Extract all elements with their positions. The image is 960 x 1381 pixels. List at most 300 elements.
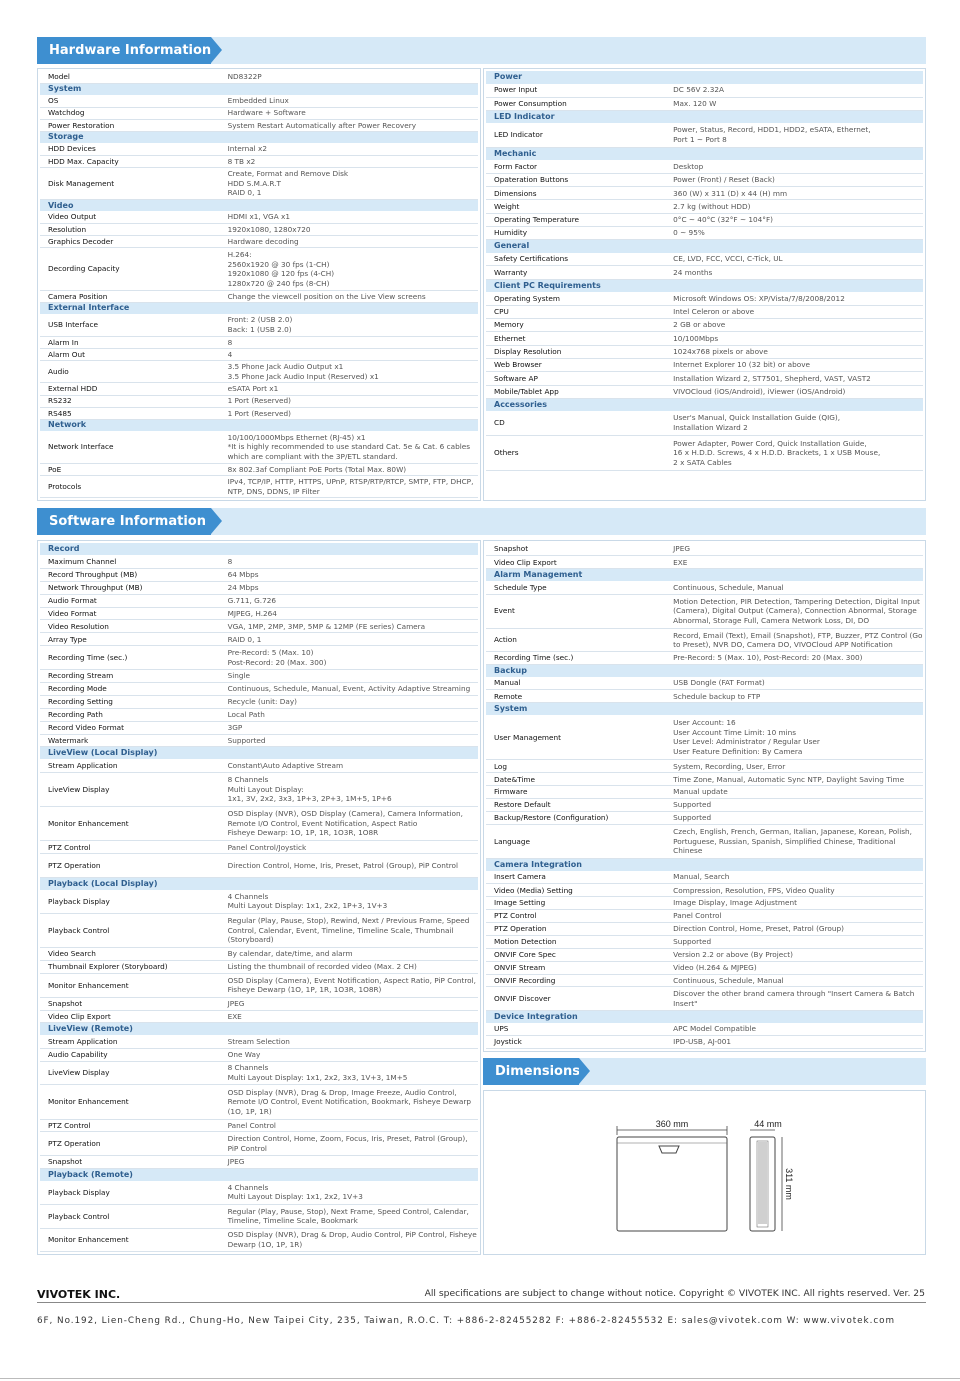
- section-header: [40, 1023, 478, 1035]
- spec-label: Date&Time: [486, 773, 665, 786]
- spec-row: [486, 97, 923, 110]
- spec-value: User's Manual, Quick Installation Guide (QIG), Installation Wizard 2: [665, 411, 923, 435]
- spec-label: Others: [486, 435, 665, 470]
- spec-label: Video Clip Export: [486, 556, 665, 569]
- spec-label: Record Throughput (MB): [40, 568, 220, 581]
- spec-row: [486, 923, 923, 936]
- spec-label: Opateration Buttons: [486, 173, 665, 186]
- spec-row: [486, 123, 923, 147]
- spec-row: [486, 961, 923, 974]
- spec-row: [40, 772, 478, 806]
- spec-label: Snapshot: [486, 543, 665, 556]
- spec-label: ONVIF Recording: [486, 974, 665, 987]
- spec-label: Recording Time (sec.): [486, 652, 665, 665]
- spec-row: [40, 463, 478, 475]
- spec-label: Thumbnail Explorer (Storyboard): [40, 961, 220, 974]
- spec-value: G.711, G.726: [220, 594, 478, 607]
- spec-label: HDD Devices: [40, 143, 220, 155]
- spec-row: [40, 807, 478, 841]
- section-header: [40, 1168, 478, 1180]
- spec-value: 64 Mbps: [220, 568, 478, 581]
- spec-label: Operating System: [486, 292, 665, 305]
- spec-row: [40, 1035, 478, 1048]
- spec-value: Regular (Play, Pause, Stop), Rewind, Next / Previous Frame, Speed Control, Calendar, Event, Timeline, Timeline Scale, Thumbnail (Storyboard): [220, 913, 478, 947]
- spec-value: 8: [220, 555, 478, 568]
- spec-row: [40, 759, 478, 772]
- spec-row: [486, 358, 923, 371]
- spec-value: ND8322P: [220, 71, 478, 83]
- spec-row: [486, 372, 923, 385]
- section-header: [40, 747, 478, 759]
- page-bottom-line: [0, 1378, 960, 1379]
- software-title: Software Information: [37, 508, 211, 535]
- spec-value: Hardware + Software: [220, 107, 478, 119]
- spec-row: [40, 997, 478, 1010]
- spec-value: Embedded Linux: [220, 95, 478, 107]
- section-title: Mechanic: [486, 147, 923, 160]
- section-header: [40, 200, 478, 212]
- spec-value: Manual update: [665, 786, 923, 799]
- spec-value: JPEG: [665, 543, 923, 556]
- spec-label: CPU: [486, 305, 665, 318]
- spec-row: [486, 187, 923, 200]
- section-header: [486, 569, 923, 581]
- spec-row: [40, 290, 478, 302]
- spec-value: JPEG: [220, 997, 478, 1010]
- spec-row: [40, 348, 478, 360]
- spec-value: Internet Explorer 10 (32 bit) or above: [665, 358, 923, 371]
- spec-row: [40, 236, 478, 248]
- spec-label: Camera Position: [40, 290, 220, 302]
- spec-value: OSD Display (NVR), Drag & Drop, Audio Control, PiP Control, Fisheye Dewarp (1O, 1P, 1R): [220, 1228, 478, 1252]
- banner-arrow: [211, 37, 222, 63]
- spec-row: [486, 786, 923, 799]
- spec-label: Monitor Enhancement: [40, 1228, 220, 1252]
- spec-label: Recording Time (sec.): [40, 646, 220, 670]
- spec-value: Pre-Record: 5 (Max. 10), Post-Record: 20 (Max. 300): [665, 652, 923, 665]
- spec-value: OSD Display (NVR), OSD Display (Camera), Camera Information, Remote I/O Control, Event Notification, Aspect Ratio Fisheye Dewarp: 1O, 1P, 1R, 1O3R, 1O8R: [220, 807, 478, 841]
- spec-row: [486, 213, 923, 226]
- spec-value: Schedule backup to FTP: [665, 690, 923, 703]
- spec-label: Playback Display: [40, 1181, 220, 1205]
- section-header: [486, 398, 923, 411]
- section-title: Playback (Local Display): [40, 877, 478, 889]
- spec-value: 10/100/1000Mbps Ethernet (RJ-45) x1 *It is highly recommended to use standard Cat. 5e & Cat. 6 cables which are compliant with the 3P/ETL standard.: [220, 431, 478, 463]
- spec-row: [486, 253, 923, 266]
- spec-label: Protocols: [40, 476, 220, 498]
- spec-row: [40, 143, 478, 155]
- spec-label: Watermark: [40, 734, 220, 747]
- spec-value: Power, Status, Record, HDD1, HDD2, eSATA, Ethernet, Port 1 ~ Port 8: [665, 123, 923, 147]
- spec-label: USB Interface: [40, 314, 220, 336]
- spec-label: ONVIF Discover: [486, 987, 665, 1011]
- depth-label: 311 mm: [784, 1168, 794, 1200]
- spec-value: Supported: [665, 799, 923, 812]
- spec-row: [486, 871, 923, 884]
- spec-value: 2 GB or above: [665, 319, 923, 332]
- spec-value: System Restart Automatically after Power Recovery: [220, 119, 478, 131]
- spec-value: 1024x768 pixels or above: [665, 345, 923, 358]
- spec-label: Audio: [40, 361, 220, 383]
- spec-label: Video Clip Export: [40, 1010, 220, 1023]
- spec-row: [486, 435, 923, 470]
- spec-row: [486, 319, 923, 332]
- spec-label: Video Format: [40, 607, 220, 620]
- spec-row: [486, 305, 923, 318]
- spec-value: Motion Detection, PIR Detection, Tampering Detection, Digital Input (Camera), Digital Output (Camera), Connection Abnormal, Storage Abnormal, Storage Full, Camera Network Loss, DI, DO: [665, 594, 923, 628]
- spec-label: Log: [486, 760, 665, 773]
- spec-label: Operating Temperature: [486, 213, 665, 226]
- section-title: System: [486, 703, 923, 715]
- spec-value: 4: [220, 348, 478, 360]
- spec-label: RS232: [40, 395, 220, 407]
- spec-value: 8 Channels Multi Layout Display: 1x1, 2x2, 3x3, 1V+3, 1M+5: [220, 1061, 478, 1085]
- spec-label: PoE: [40, 463, 220, 475]
- section-title: Power: [486, 71, 923, 84]
- spec-row: [486, 84, 923, 97]
- footer-divider: [37, 1302, 926, 1303]
- spec-row: [486, 987, 923, 1011]
- spec-value: Single: [220, 669, 478, 682]
- spec-value: One Way: [220, 1048, 478, 1061]
- spec-label: Humidity: [486, 227, 665, 240]
- hardware-left-panel: [37, 68, 481, 501]
- spec-row: [40, 1048, 478, 1061]
- spec-row: [40, 854, 478, 878]
- spec-row: [40, 948, 478, 961]
- spec-row: [486, 385, 923, 398]
- spec-row: [40, 407, 478, 419]
- spec-value: Panel Control: [665, 910, 923, 923]
- spec-value: 2.7 kg (without HDD): [665, 200, 923, 213]
- spec-row: [40, 646, 478, 670]
- spec-row: [40, 961, 478, 974]
- spec-value: Recycle (unit: Day): [220, 695, 478, 708]
- spec-row: [40, 890, 478, 914]
- spec-row: [40, 167, 478, 199]
- section-title: Client PC Requirements: [486, 279, 923, 292]
- spec-label: Power Consumption: [486, 97, 665, 110]
- spec-row: [486, 160, 923, 173]
- spec-label: Safety Certifications: [486, 253, 665, 266]
- spec-value: 3GP: [220, 721, 478, 734]
- spec-value: Intel Celeron or above: [665, 305, 923, 318]
- spec-row: [486, 581, 923, 594]
- spec-value: EXE: [220, 1010, 478, 1023]
- spec-row: [40, 1010, 478, 1023]
- spec-value: 4 Channels Multi Layout Display: 1x1, 2x2, 1P+3, 1V+3: [220, 890, 478, 914]
- software-left-panel: [37, 540, 481, 1255]
- spec-label: Decording Capacity: [40, 248, 220, 290]
- spec-label: Power Restoration: [40, 119, 220, 131]
- spec-label: Memory: [486, 319, 665, 332]
- spec-value: Front: 2 (USB 2.0) Back: 1 (USB 2.0): [220, 314, 478, 336]
- spec-label: PTZ Control: [40, 1119, 220, 1132]
- spec-value: Panel Control: [220, 1119, 478, 1132]
- spec-label: PTZ Operation: [40, 1132, 220, 1156]
- spec-label: PTZ Operation: [40, 854, 220, 878]
- spec-row: [486, 345, 923, 358]
- spec-value: 24 months: [665, 266, 923, 279]
- spec-row: [486, 910, 923, 923]
- spec-label: Video (Media) Setting: [486, 884, 665, 897]
- spec-value: Record, Email (Text), Email (Snapshot), FTP, Buzzer, PTZ Control (Go to Preset), NVR DO, Camera DO, VIVOCloud APP Notification: [665, 628, 923, 652]
- spec-row: [40, 708, 478, 721]
- spec-row: [486, 884, 923, 897]
- dimensions-banner: [483, 1058, 926, 1085]
- spec-label: Recording Mode: [40, 682, 220, 695]
- spec-value: Microsoft Windows OS: XP/Vista/7/8/2008/2012: [665, 292, 923, 305]
- spec-label: Network Throughput (MB): [40, 581, 220, 594]
- spec-label: RS485: [40, 407, 220, 419]
- spec-value: Version 2.2 or above (By Project): [665, 948, 923, 961]
- spec-label: Weight: [486, 200, 665, 213]
- spec-label: Playback Display: [40, 890, 220, 914]
- spec-value: APC Model Compatible: [665, 1023, 923, 1036]
- spec-label: Ethernet: [486, 332, 665, 345]
- spec-value: 1 Port (Reserved): [220, 407, 478, 419]
- spec-value: RAID 0, 1: [220, 633, 478, 646]
- spec-row: [40, 476, 478, 498]
- spec-row: [40, 682, 478, 695]
- spec-label: Language: [486, 824, 665, 858]
- section-header: [40, 543, 478, 555]
- spec-value: Stream Selection: [220, 1035, 478, 1048]
- spec-row: [40, 71, 478, 83]
- spec-row: [40, 555, 478, 568]
- spec-label: Disk Management: [40, 167, 220, 199]
- spec-label: Mobile/Tablet App: [486, 385, 665, 398]
- spec-label: ONVIF Stream: [486, 961, 665, 974]
- spec-label: PTZ Control: [40, 841, 220, 854]
- spec-row: [486, 556, 923, 569]
- spec-row: [486, 948, 923, 961]
- spec-value: 10/100Mbps: [665, 332, 923, 345]
- section-header: [486, 71, 923, 84]
- spec-value: By calendar, date/time, and alarm: [220, 948, 478, 961]
- spec-label: Monitor Enhancement: [40, 807, 220, 841]
- software-right-panel: [483, 540, 926, 1052]
- section-header: [40, 131, 478, 143]
- dimensions-panel: [483, 1090, 926, 1255]
- spec-row: [486, 974, 923, 987]
- spec-value: 360 (W) x 311 (D) x 44 (H) mm: [665, 187, 923, 200]
- spec-row: [40, 314, 478, 336]
- spec-label: Snapshot: [40, 997, 220, 1010]
- spec-row: [486, 1023, 923, 1036]
- spec-label: ONVIF Core Spec: [486, 948, 665, 961]
- spec-row: [40, 1156, 478, 1169]
- spec-value: OSD Display (Camera), Event Notification, Aspect Ratio, PiP Control, Fisheye Dewarp (1O, 1P, 1R, 1O3R, 1O8R): [220, 973, 478, 997]
- spec-row: [40, 1132, 478, 1156]
- spec-value: Installation Wizard 2, ST7501, Shepherd, VAST, VAST2: [665, 372, 923, 385]
- spec-value: Pre-Record: 5 (Max. 10) Post-Record: 20 (Max. 300): [220, 646, 478, 670]
- spec-value: USB Dongle (FAT Format): [665, 677, 923, 690]
- spec-row: [40, 107, 478, 119]
- spec-value: 8 Channels Multi Layout Display: 1x1, 3V, 2x2, 3x3, 1P+3, 2P+3, 1M+5, 1P+6: [220, 772, 478, 806]
- spec-row: [40, 1228, 478, 1252]
- section-title: Alarm Management: [486, 569, 923, 581]
- spec-label: Audio Capability: [40, 1048, 220, 1061]
- spec-value: Regular (Play, Pause, Stop), Next Frame, Speed Control, Calendar, Timeline, Timeline Scale, Bookmark: [220, 1204, 478, 1228]
- spec-label: Joystick: [486, 1036, 665, 1049]
- section-header: [486, 110, 923, 123]
- section-title: LiveView (Remote): [40, 1023, 478, 1035]
- spec-label: HDD Max. Capacity: [40, 155, 220, 167]
- spec-value: Panel Control/Joystick: [220, 841, 478, 854]
- spec-value: Internal x2: [220, 143, 478, 155]
- spec-row: [40, 361, 478, 383]
- spec-row: [40, 695, 478, 708]
- spec-value: Supported: [665, 935, 923, 948]
- spec-label: Recording Setting: [40, 695, 220, 708]
- section-title: Camera Integration: [486, 859, 923, 871]
- dimensions-drawing: [486, 1093, 923, 1252]
- spec-value: OSD Display (NVR), Drag & Drop, Image Freeze, Audio Control, Remote I/O Control, Event Notification, Bookmark, Fisheye Dewarp (1O, 1P, 1R): [220, 1085, 478, 1119]
- spec-value: System, Recording, User, Error: [665, 760, 923, 773]
- spec-label: User Management: [486, 715, 665, 760]
- section-header: [486, 703, 923, 715]
- spec-row: [40, 1204, 478, 1228]
- spec-value: Czech, English, French, German, Italian, Japanese, Korean, Polish, Portuguese, Russian, Spanish, Simplified Chinese, Traditional Chinese: [665, 824, 923, 858]
- spec-row: [40, 734, 478, 747]
- spec-label: Maximum Channel: [40, 555, 220, 568]
- spec-value: Supported: [665, 812, 923, 825]
- spec-label: Recording Stream: [40, 669, 220, 682]
- spec-value: CE, LVD, FCC, VCCI, C-Tick, UL: [665, 253, 923, 266]
- spec-label: Restore Default: [486, 799, 665, 812]
- spec-row: [486, 332, 923, 345]
- spec-value: Power Adapter, Power Cord, Quick Installation Guide, 16 x H.D.D. Screws, 4 x H.D.D. Brackets, 1 x USB Mouse, 2 x SATA Cables: [665, 435, 923, 470]
- spec-value: 0°C ~ 40°C (32°F ~ 104°F): [665, 213, 923, 226]
- spec-row: [486, 594, 923, 628]
- spec-label: Monitor Enhancement: [40, 973, 220, 997]
- spec-value: 1920x1080, 1280x720: [220, 223, 478, 235]
- spec-label: Graphics Decoder: [40, 236, 220, 248]
- spec-value: Direction Control, Home, Iris, Preset, Patrol (Group), PiP Control: [220, 854, 478, 878]
- dimensions-title: Dimensions: [483, 1058, 579, 1085]
- spec-value: Constant\Auto Adaptive Stream: [220, 759, 478, 772]
- spec-row: [486, 824, 923, 858]
- spec-value: HDMI x1, VGA x1: [220, 211, 478, 223]
- spec-label: Playback Control: [40, 1204, 220, 1228]
- spec-row: [40, 620, 478, 633]
- spec-row: [40, 973, 478, 997]
- spec-label: Stream Application: [40, 1035, 220, 1048]
- spec-row: [40, 1085, 478, 1119]
- section-header: [486, 859, 923, 871]
- section-header: [486, 1011, 923, 1023]
- spec-row: [40, 223, 478, 235]
- spec-row: [40, 913, 478, 947]
- section-header: [486, 147, 923, 160]
- spec-value: 8: [220, 336, 478, 348]
- spec-row: [486, 1036, 923, 1049]
- section-title: Video: [40, 200, 478, 212]
- section-title: Backup: [486, 665, 923, 677]
- hardware-right-panel: [483, 68, 926, 501]
- spec-row: [40, 1181, 478, 1205]
- spec-label: Audio Format: [40, 594, 220, 607]
- spec-value: 8 TB x2: [220, 155, 478, 167]
- spec-value: Video (H.264 & MJPEG): [665, 961, 923, 974]
- spec-row: [486, 935, 923, 948]
- spec-label: UPS: [486, 1023, 665, 1036]
- spec-label: Stream Application: [40, 759, 220, 772]
- spec-value: Hardware decoding: [220, 236, 478, 248]
- spec-row: [40, 395, 478, 407]
- spec-row: [486, 690, 923, 703]
- spec-label: Video Output: [40, 211, 220, 223]
- spec-row: [486, 628, 923, 652]
- spec-row: [40, 721, 478, 734]
- hardware-banner: [37, 37, 926, 64]
- spec-label: Alarm In: [40, 336, 220, 348]
- spec-table: [486, 543, 923, 1049]
- spec-value: 24 Mbps: [220, 581, 478, 594]
- spec-value: Continuous, Schedule, Manual: [665, 581, 923, 594]
- spec-row: [486, 897, 923, 910]
- spec-label: Monitor Enhancement: [40, 1085, 220, 1119]
- height-label: 44 mm: [754, 1119, 782, 1129]
- spec-label: Watchdog: [40, 107, 220, 119]
- spec-value: IPD-USB, AJ-001: [665, 1036, 923, 1049]
- spec-value: User Account: 16 User Account Time Limit: 10 mins User Level: Administrator / Regular User User Feature Definition: By Camera: [665, 715, 923, 760]
- banner-arrow: [211, 508, 222, 534]
- section-header: [40, 877, 478, 889]
- spec-label: Remote: [486, 690, 665, 703]
- spec-row: [40, 248, 478, 290]
- spec-table: [486, 71, 923, 471]
- spec-row: [40, 1119, 478, 1132]
- spec-label: Model: [40, 71, 220, 83]
- section-header: [486, 240, 923, 253]
- spec-value: VGA, 1MP, 2MP, 3MP, 5MP & 12MP (FE series) Camera: [220, 620, 478, 633]
- section-title: LiveView (Local Display): [40, 747, 478, 759]
- spec-label: CD: [486, 411, 665, 435]
- spec-label: LiveView Display: [40, 772, 220, 806]
- spec-row: [40, 568, 478, 581]
- spec-label: Software AP: [486, 372, 665, 385]
- spec-label: LED Indicator: [486, 123, 665, 147]
- section-title: Record: [40, 543, 478, 555]
- banner-arrow: [579, 1058, 590, 1084]
- company-address: 6F, No.192, Lien-Cheng Rd., Chung-Ho, New Taipei City, 235, Taiwan, R.O.C. T: +886-2-82455282 F: +886-2-82455532 E: sales@vivotek.com W: www.vivotek.com: [37, 1316, 895, 1326]
- spec-value: 8x 802.3af Compliant PoE Ports (Total Max. 80W): [220, 463, 478, 475]
- software-banner: [37, 508, 926, 535]
- spec-value: Max. 120 W: [665, 97, 923, 110]
- spec-label: Record Video Format: [40, 721, 220, 734]
- spec-row: [40, 211, 478, 223]
- spec-label: Firmware: [486, 786, 665, 799]
- spec-row: [40, 155, 478, 167]
- spec-value: Image Display, Image Adjustment: [665, 897, 923, 910]
- hardware-title: Hardware Information: [37, 37, 211, 64]
- nvr-top-view: [617, 1137, 727, 1231]
- spec-label: Resolution: [40, 223, 220, 235]
- spec-label: External HDD: [40, 383, 220, 395]
- spec-row: [486, 677, 923, 690]
- spec-value: Continuous, Schedule, Manual: [665, 974, 923, 987]
- spec-row: [486, 173, 923, 186]
- spec-value: Time Zone, Manual, Automatic Sync NTP, Daylight Saving Time: [665, 773, 923, 786]
- spec-label: Warranty: [486, 266, 665, 279]
- spec-value: Discover the other brand camera through "Insert Camera & Batch Insert": [665, 987, 923, 1011]
- spec-value: 3.5 Phone Jack Audio Output x1 3.5 Phone Jack Audio Input (Reserved) x1: [220, 361, 478, 383]
- spec-label: Motion Detection: [486, 935, 665, 948]
- spec-label: Power Input: [486, 84, 665, 97]
- section-title: General: [486, 240, 923, 253]
